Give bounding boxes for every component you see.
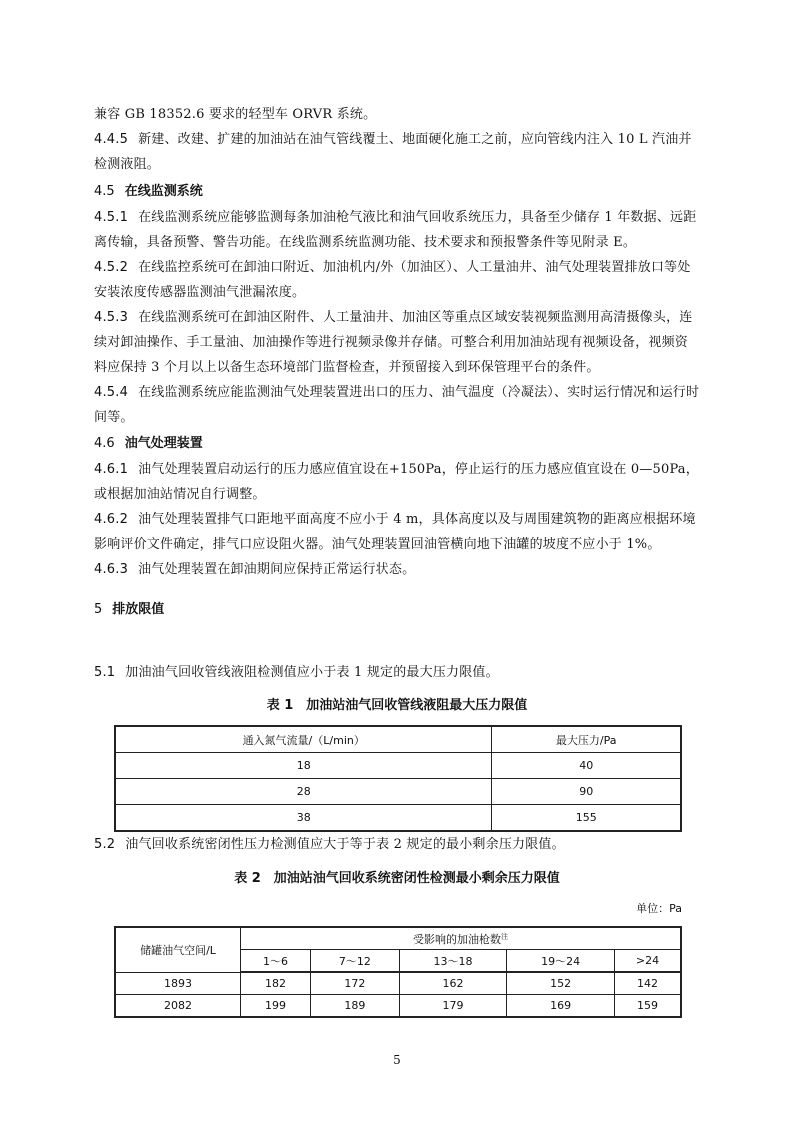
table-cell: 152 xyxy=(507,972,615,995)
clause-5-2: 5.2 油气回收系统密闭性压力检测值应大于等于表 2 规定的最小剩余压力限值。 xyxy=(94,837,565,852)
table-row xyxy=(115,972,681,995)
clause-4-4-5: 4.4.5 新建、改建、扩建的加油站在油气管线覆土、地面硬化施工之前，应向管线内注入 10 L 汽油并检测液阻。 xyxy=(94,132,692,172)
table-cell: 172 xyxy=(310,972,399,995)
table2-unit: 单位：Pa xyxy=(636,902,682,915)
table-cell: 179 xyxy=(399,995,507,1018)
clause-4-6-3: 4.6.3 油气处理装置在卸油期间应保持正常运行状态。 xyxy=(94,562,416,577)
table-header: 通入氮气流量/（L/min） xyxy=(115,726,492,753)
section-heading-4-5: 4.5 在线监测系统 xyxy=(94,184,203,199)
table-header: 7～12 xyxy=(310,950,399,973)
table-cell: 142 xyxy=(614,972,681,995)
table-cell: 199 xyxy=(241,995,311,1018)
table-cell: 155 xyxy=(492,805,681,832)
table-cell: 159 xyxy=(614,995,681,1018)
table-cell: 189 xyxy=(310,995,399,1018)
clause-5-1: 5.1 加油油气回收管线液阻检测值应小于表 1 规定的最大压力限值。 xyxy=(94,665,499,680)
clause-4-5-2: 4.5.2 在线监控系统可在卸油口附近、加油机内/外（加油区）、人工量油井、油气处理装置排放口等处安装浓度传感器监测油气泄漏浓度。 xyxy=(94,260,691,300)
table1 xyxy=(114,725,682,832)
page-number: 5 xyxy=(393,1053,401,1067)
table-cell: 28 xyxy=(115,779,492,805)
table-row xyxy=(115,779,681,805)
table-cell: 169 xyxy=(507,995,615,1018)
paragraph: 兼容 GB 18352.6 要求的轻型车 ORVR 系统。 xyxy=(94,107,377,122)
table-cell: 90 xyxy=(492,779,681,805)
table-row xyxy=(115,805,681,832)
table-header-row xyxy=(115,726,681,753)
table-cell: 18 xyxy=(115,753,492,779)
footnote-marker: 注 xyxy=(501,931,508,940)
section-heading-5: 5 排放限值 xyxy=(94,602,165,617)
table-header-row xyxy=(115,927,681,950)
table-header: 13～18 xyxy=(399,950,507,973)
table2 xyxy=(114,926,682,1018)
clause-4-6-1: 4.6.1 油气处理装置启动运行的压力感应值宜设在+150Pa，停止运行的压力感应值宜设在 0—50Pa，或根据加油站情况自行调整。 xyxy=(94,462,699,502)
clause-4-5-3: 4.5.3 在线监测系统可在卸油区附件、人工量油井、加油区等重点区域安装视频监测用高清摄像头，连续对卸油操作、手工量油、加油操作等进行视频录像并存储。可整合利用加油站现有视频设备，视频资料应保持 3 个月以上以备生态环境部门监督检查，并预留接入到环保管理平台的条件。 xyxy=(94,310,693,375)
clause-4-6-2: 4.6.2 油气处理装置排气口距地平面高度不应小于 4 m，具体高度以及与周围建筑物的距离应根据环境影响评价文件确定，排气口应设阻火器。油气处理装置回油管横向地下油罐的坡度不应小于 1%。 xyxy=(94,512,696,552)
table-header: 19～24 xyxy=(507,950,615,973)
table-cell: 2082 xyxy=(115,995,241,1018)
table-header: 最大压力/Pa xyxy=(492,726,681,753)
clause-4-5-4: 4.5.4 在线监测系统应能监测油气处理装置进出口的压力、油气温度（冷凝法）、实时运行情况和运行时间等。 xyxy=(94,385,700,425)
table-row xyxy=(115,753,681,779)
table2-caption: 表 2 加油站油气回收系统密闭性检测最小剩余压力限值 xyxy=(234,871,560,886)
clause-4-5-1: 4.5.1 在线监测系统应能够监测每条加油枪气液比和油气回收系统压力，具备至少储存 1 年数据、远距离传输，具备预警、警告功能。在线监测系统监测功能、技术要求和预报警条件等见附录 E。 xyxy=(94,210,697,250)
table-cell: 162 xyxy=(399,972,507,995)
section-heading-4-6: 4.6 油气处理装置 xyxy=(94,436,203,451)
table-row xyxy=(115,995,681,1018)
table-cell: 38 xyxy=(115,805,492,832)
table-cell: 1893 xyxy=(115,972,241,995)
table-cell: 40 xyxy=(492,753,681,779)
table-cell: 182 xyxy=(241,972,311,995)
table1-caption: 表 1 加油站油气回收管线液阻最大压力限值 xyxy=(266,698,528,713)
table-group-header: 受影响的加油枪数$^注$ xyxy=(241,927,682,950)
table-header: 1～6 xyxy=(241,950,311,973)
table-header: >24 xyxy=(614,950,681,973)
table-header: 储罐油气空间/L xyxy=(115,927,241,972)
